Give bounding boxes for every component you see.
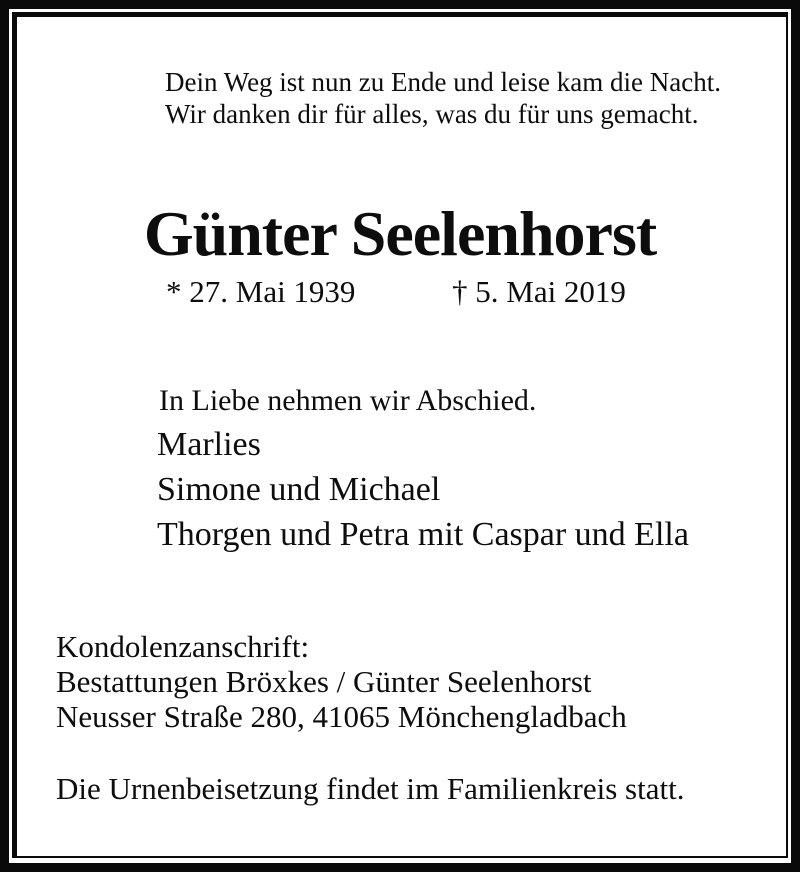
mourner-line: Marlies (157, 426, 261, 463)
birth-date: * 27. Mai 1939 (166, 274, 356, 309)
condolence-address-line-1: Bestattungen Bröxkes / Günter Seelenhorst (56, 664, 592, 699)
farewell-line: In Liebe nehmen wir Abschied. (159, 384, 537, 417)
life-dates-row (0, 274, 800, 314)
condolence-address (56, 629, 627, 734)
mourner-line: Thorgen und Petra mit Caspar und Ella (157, 516, 689, 553)
burial-note: Die Urnenbeisetzung findet im Familienkreis statt. (56, 771, 685, 806)
verse-line-1: Dein Weg ist nun zu Ende und leise kam die Nacht. (165, 67, 721, 97)
opening-verse (165, 66, 721, 130)
condolence-heading: Kondolenzanschrift: (56, 629, 310, 664)
death-date: † 5. Mai 2019 (452, 274, 626, 309)
verse-line-2: Wir danken dir für alles, was du für uns gemacht. (165, 99, 699, 129)
mourners-list (157, 422, 689, 557)
condolence-address-line-2: Neusser Straße 280, 41065 Mönchengladbach (56, 699, 627, 734)
mourner-line: Simone und Michael (157, 471, 441, 508)
deceased-name: Günter Seelenhorst (143, 198, 657, 269)
